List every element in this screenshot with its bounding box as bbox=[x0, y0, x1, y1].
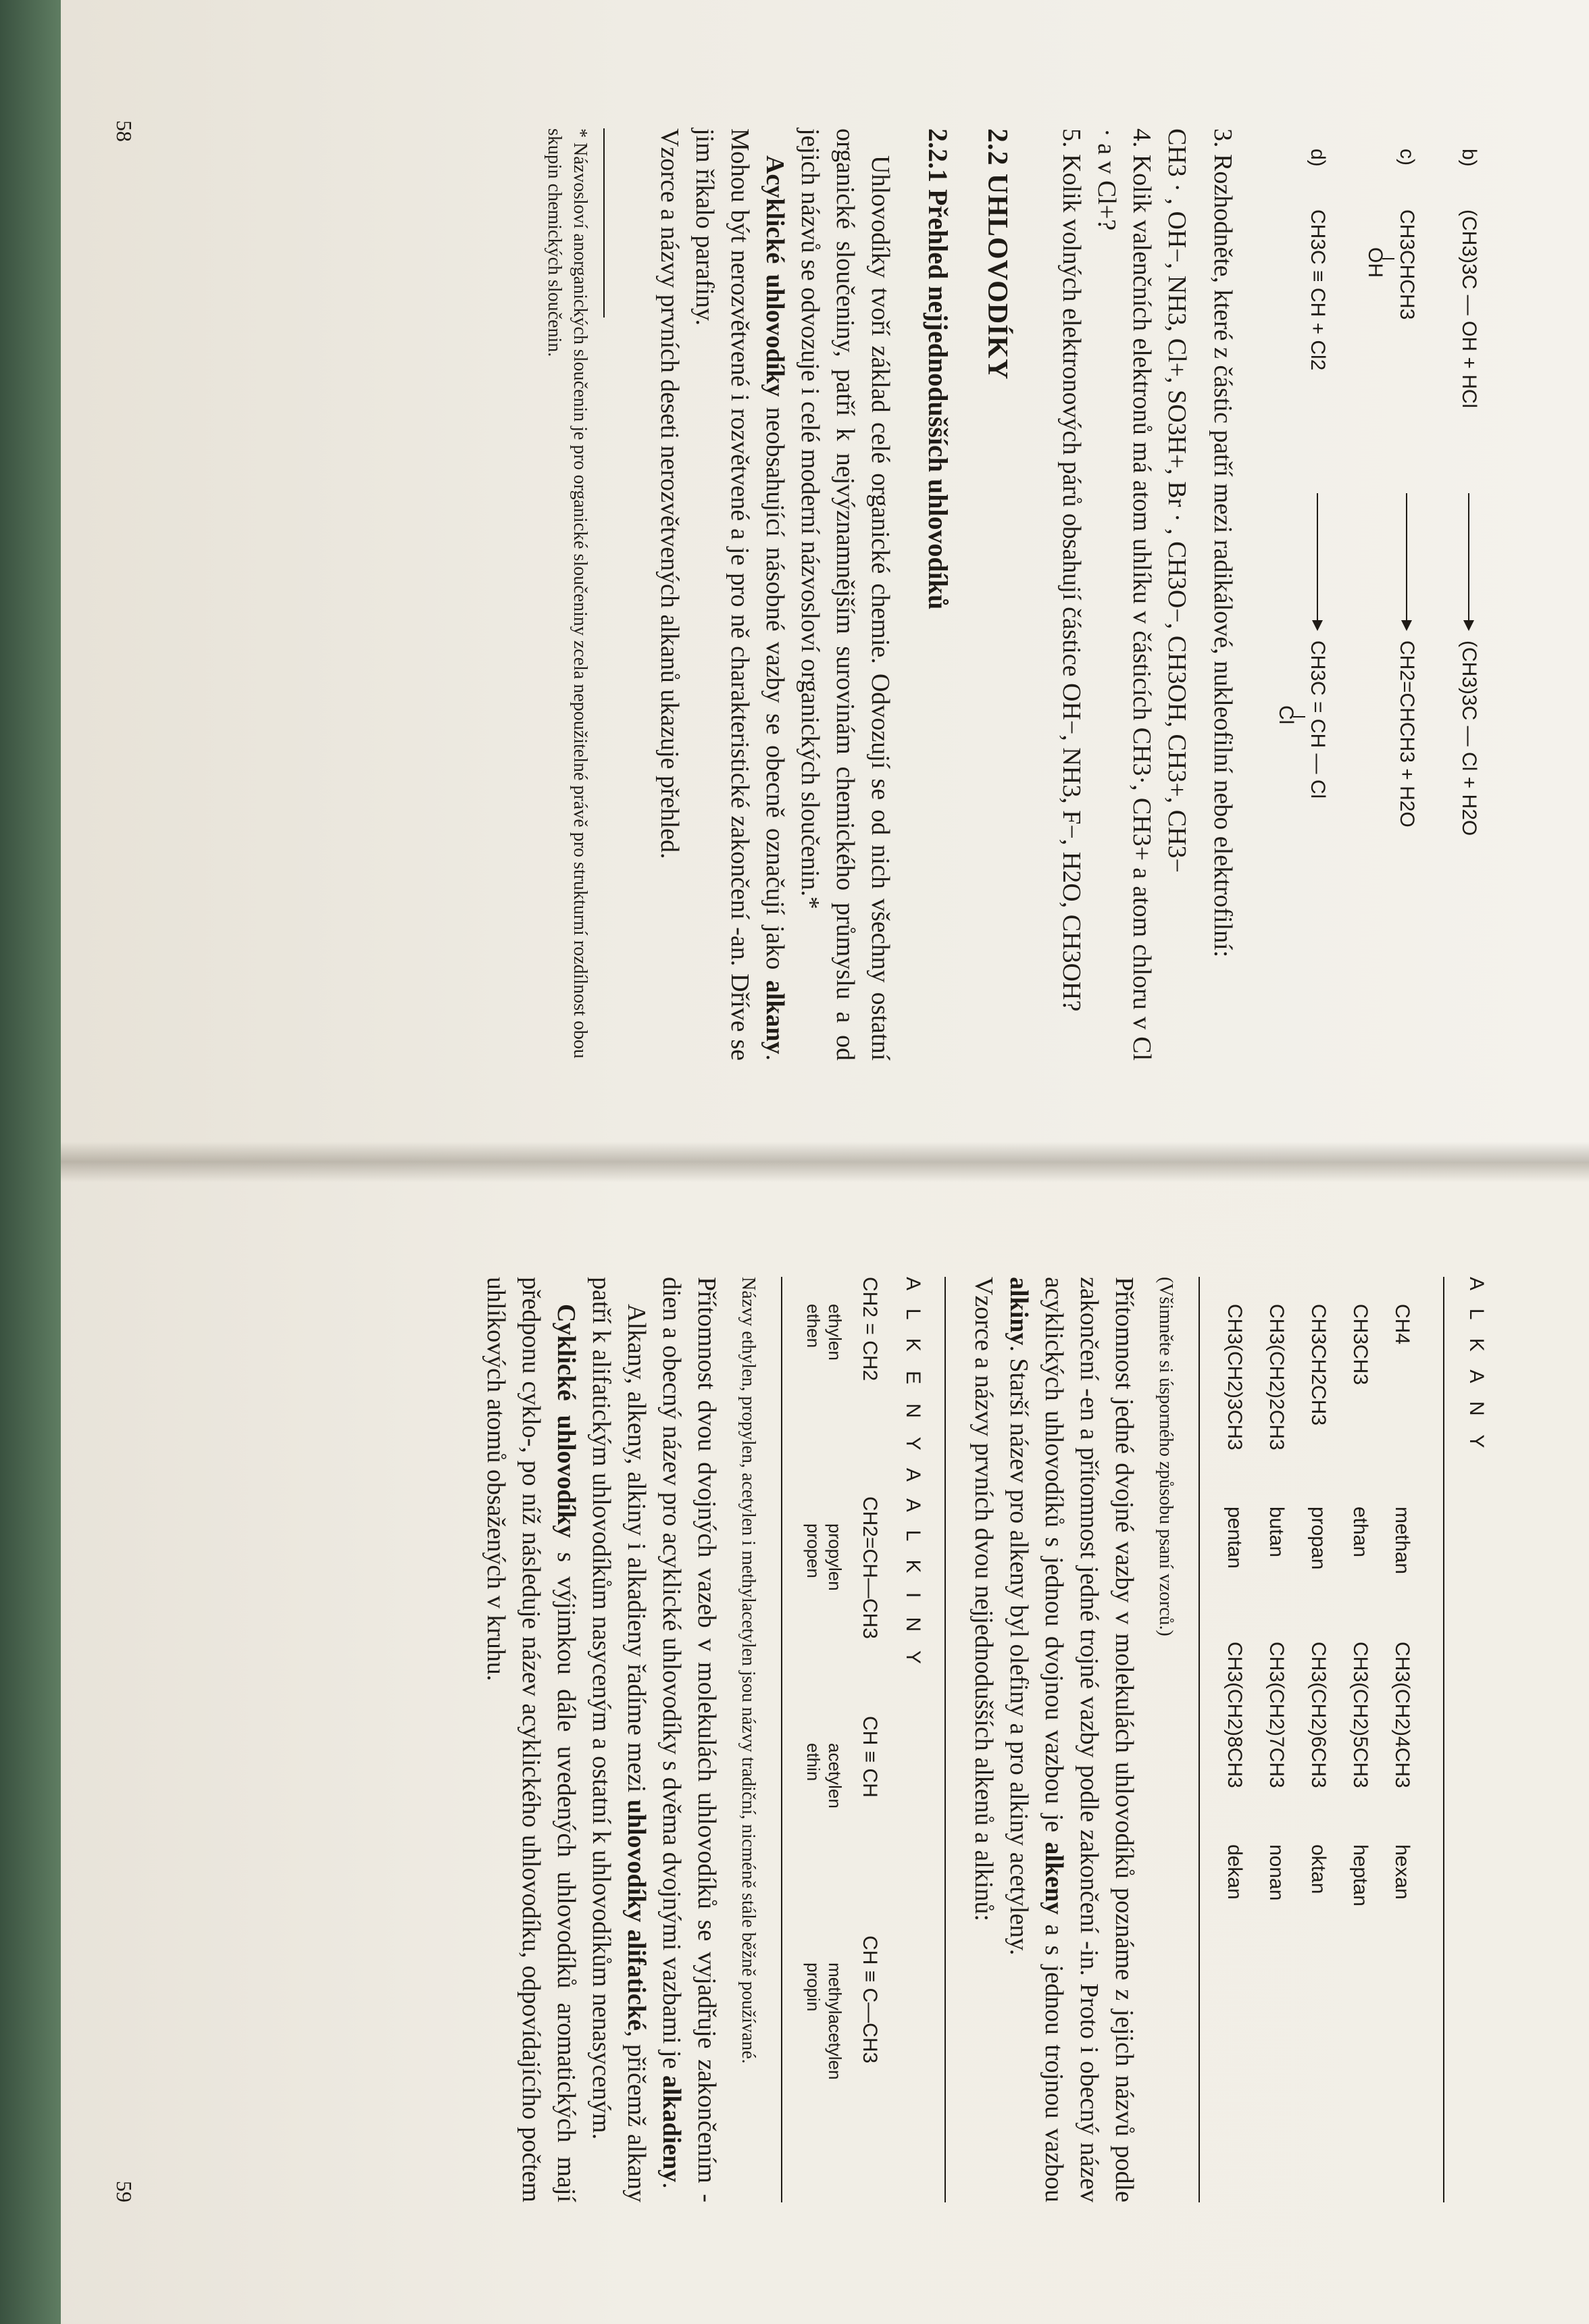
alkene-entry bbox=[803, 1716, 881, 1936]
heading-rule bbox=[944, 1277, 946, 2202]
alkene-formula: CH ≡ C—CH3 bbox=[859, 1936, 881, 2064]
alkene-name: propylen bbox=[825, 1523, 845, 1591]
cyclic-paragraph bbox=[478, 1277, 584, 2202]
alkane-name: propan bbox=[1307, 1507, 1330, 1570]
page-number: 58 bbox=[112, 120, 136, 142]
alkene-name-alt: ethin bbox=[803, 1743, 824, 1782]
keyword: Cyklické uhlovodíky bbox=[552, 1304, 580, 1538]
alkane-formula: CH3(CH2)4CH3 bbox=[1391, 1642, 1413, 1788]
alkanes-table-body bbox=[1213, 1304, 1423, 1979]
alkane-formula: CH3(CH2)7CH3 bbox=[1265, 1642, 1288, 1788]
equation-label: c) bbox=[1396, 149, 1418, 166]
alkane-formula: CH4 bbox=[1391, 1304, 1413, 1345]
alkane-formula: CH3(CH2)5CH3 bbox=[1349, 1642, 1371, 1788]
heading-rule bbox=[1443, 1277, 1444, 2202]
question-4: 4. Kolik valenčních elektronů má atom uhlíku v částicích CH3·, CH3+ a atom chloru v Cl · a v Cl+? bbox=[1092, 128, 1156, 1061]
equation-lhs: (CH3)3C — OH + HCl bbox=[1458, 209, 1480, 409]
alkene-entry bbox=[803, 1496, 881, 1716]
right-page bbox=[0, 1162, 1589, 2324]
table-rule bbox=[781, 1277, 782, 2202]
text-run: Alkany, alkeny, alkiny i alkadieny řadíme mezi bbox=[622, 1304, 651, 1800]
alkanes-heading: A L K A N Y bbox=[1465, 1277, 1488, 1455]
overview-paragraph: Vzorce a názvy prvních deseti nerozvětvených alkanů ukazuje přehled. bbox=[655, 128, 684, 859]
alkene-name: ethylen bbox=[825, 1304, 845, 1361]
alkane-row bbox=[1339, 1304, 1381, 1979]
page-number: 59 bbox=[112, 2181, 136, 2202]
equation-rhs-group bbox=[1275, 640, 1330, 799]
text-run: . Mohou být nerozvětvené i rozvětvené a je pro ně charakteristické zakončení -an. Dříve se jim říkalo parafiny. bbox=[690, 128, 789, 1061]
alkane-formula: CH3CH3 bbox=[1349, 1304, 1371, 1386]
alkane-name: methan bbox=[1391, 1507, 1413, 1575]
question-3-particles: CH3 · , OH−, NH3, Cl+, SO3H+, Br · , CH3O−, CH3OH, CH3+, CH3− bbox=[1163, 128, 1191, 873]
alkane-formula: CH3(CH2)6CH3 bbox=[1307, 1642, 1330, 1788]
alkene-entry bbox=[803, 1936, 881, 2155]
alkane-name: butan bbox=[1265, 1507, 1288, 1558]
alkane-name: ethan bbox=[1349, 1507, 1371, 1558]
table-rule bbox=[1199, 1277, 1200, 2202]
intro-paragraph: Uhlovodíky tvoří základ celé organické chemie. Odvozují se od nich všechny ostatní organické sloučeniny, patří k nejvýznamnějším surovinám chemického průmyslu a od jejich názvů se odvozuje i celé moderní názvosloví organických sloučenin.* bbox=[796, 128, 894, 1061]
alkane-name: hexan bbox=[1391, 1844, 1413, 1900]
alkane-row bbox=[1213, 1304, 1255, 1979]
alkanes-table bbox=[1213, 1304, 1423, 1979]
substituent-label: OH bbox=[1364, 247, 1386, 278]
alkane-row bbox=[1255, 1304, 1297, 1979]
alkene-name: acetylen bbox=[825, 1743, 845, 1809]
alkane-name: heptan bbox=[1349, 1844, 1371, 1906]
text-run: . bbox=[657, 2182, 686, 2189]
question-3: 3. Rozhodněte, které z částic patří mezi radikálové, nukleofilní nebo elektrofilní: bbox=[1209, 128, 1237, 958]
alkene-name: methylacetylen bbox=[825, 1963, 845, 2080]
reaction-arrow-icon bbox=[1406, 493, 1407, 628]
equation-d bbox=[1275, 149, 1330, 1061]
equation-c bbox=[1364, 149, 1419, 1061]
footnote-divider bbox=[603, 128, 605, 318]
equation-label: b) bbox=[1458, 149, 1480, 167]
substituent-label: Cl bbox=[1275, 705, 1297, 725]
alkane-formula: CH3(CH2)3CH3 bbox=[1224, 1304, 1246, 1450]
alkane-name: oktan bbox=[1307, 1844, 1330, 1894]
keyword: alkany bbox=[761, 980, 789, 1055]
text-run: . Starší název pro alkeny byl olefiny a pro alkiny acetyleny. bbox=[1005, 1345, 1033, 1956]
alkadienes-paragraph bbox=[654, 1277, 724, 2202]
alkane-name: dekan bbox=[1224, 1844, 1246, 1900]
subsection-title: 2.2.1 Přehled nejjednodušších uhlovodíků bbox=[923, 128, 953, 610]
alkane-formula: CH3(CH2)2CH3 bbox=[1265, 1304, 1288, 1450]
equation-rhs: CH2=CHCH3 + H2O bbox=[1396, 640, 1418, 828]
text-run: , přičemž alkany patří k alifatickým uhlovodíkům nasyceným a ostatní k uhlovodíkům nenasyceným. bbox=[587, 1277, 651, 2203]
book-cover-edge bbox=[0, 0, 61, 2324]
alkane-name: nonan bbox=[1265, 1844, 1288, 1901]
alkene-formula: CH ≡ CH bbox=[859, 1716, 881, 1798]
text-run: neobsahující násobné vazby se obecně označují jako bbox=[761, 397, 789, 980]
substituent bbox=[1275, 640, 1305, 725]
question-5: 5. Kolik volných elektronových párů obsahují částice OH−, NH3, F−, H2O, CH3OH? bbox=[1057, 128, 1086, 1012]
alkane-formula: CH3(CH2)8CH3 bbox=[1224, 1642, 1246, 1788]
equation-b bbox=[1457, 149, 1481, 1061]
text-run: Přítomnost jedné dvojné vazby v molekulách uhlovodíků poznáme z jejich názvů podle zakončení -en a přítomnost jedné trojné vazby podle zakončení -in. Proto i obecný název acyklických uhlovodíků s jednou dvojnou vazbou je bbox=[1040, 1277, 1138, 2202]
book-gutter bbox=[0, 1142, 1589, 1182]
substituent bbox=[1364, 209, 1394, 278]
acyclic-paragraph bbox=[687, 128, 792, 1061]
alkene-name-alt: propen bbox=[803, 1523, 824, 1578]
alkenes-heading: A L K E N Y A A L K I N Y bbox=[902, 1277, 924, 1671]
note: (Všimněte si úsporného způsobu psaní vzorců.) bbox=[1155, 1277, 1176, 1636]
alkene-name-alt: ethen bbox=[803, 1304, 824, 1348]
equation-lhs-group bbox=[1364, 209, 1419, 493]
alkenes-paragraph bbox=[1001, 1277, 1142, 2202]
keyword: alkadieny bbox=[657, 2075, 686, 2183]
alkene-formula: CH2=CH—CH3 bbox=[859, 1496, 881, 1639]
keyword: Acyklické uhlovodíky bbox=[761, 155, 789, 397]
alkene-formula: CH2 = CH2 bbox=[859, 1277, 881, 1382]
traditional-names-note: Názvy ethylen, propylen, acetylen i methylacetylen jsou názvy tradiční, nicméně stále běžně používané. bbox=[738, 1277, 759, 2064]
alkane-row bbox=[1381, 1304, 1423, 1979]
alkane-row bbox=[1297, 1304, 1339, 1979]
text-run: a s jednou trojnou vazbou bbox=[1040, 1915, 1068, 2202]
reaction-arrow-icon bbox=[1317, 493, 1318, 628]
alkane-name: pentan bbox=[1224, 1507, 1246, 1569]
alkenes-row bbox=[803, 1277, 881, 2202]
formulas-intro: Vzorce a názvy prvních dvou nejjednodušších alkenů a alkinů: bbox=[969, 1277, 998, 1921]
keyword: uhlovodíky alifatické bbox=[622, 1799, 651, 2031]
equation-label: d) bbox=[1307, 149, 1329, 167]
keyword: alkiny bbox=[1005, 1277, 1033, 1346]
keyword: alkeny bbox=[1040, 1842, 1068, 1915]
text-run: s výjimkou dále uvedených uhlovodíků aromatických mají předponu cyklo-, po níž následuje název acyklického uhlovodíku, odpovídajícího počtem uhlíkových atomů obsažených v kruhu. bbox=[482, 1277, 580, 2203]
section-title: 2.2 UHLOVODÍKY bbox=[982, 128, 1013, 380]
footnote: * Názvosloví anorganických sloučenin je pro organické sloučeniny zcela nepoužitelné právě pro strukturní rozdílnost obou skupin chemických sloučenin. bbox=[544, 128, 590, 1059]
aliphatic-paragraph bbox=[584, 1277, 654, 2202]
alkene-name-alt: propin bbox=[803, 1963, 824, 2012]
equation-rhs: (CH3)3C — Cl + H2O bbox=[1458, 640, 1480, 836]
alkene-entry bbox=[803, 1277, 881, 1496]
reaction-arrow-icon bbox=[1468, 493, 1469, 628]
equation-rhs: CH3C = CH — Cl bbox=[1307, 640, 1329, 799]
equation-lhs: CH3C ≡ CH + Cl2 bbox=[1307, 209, 1329, 371]
equation-lhs: CH3CHCH3 bbox=[1396, 209, 1418, 320]
alkane-formula: CH3CH2CH3 bbox=[1307, 1304, 1330, 1426]
text-run: Přítomnost dvou dvojných vazeb v molekulách uhlovodíků se vyjadřuje zakončením -dien a obecný název pro acyklické uhlovodíky s dvěma dvojnými vazbami je bbox=[657, 1277, 721, 2202]
